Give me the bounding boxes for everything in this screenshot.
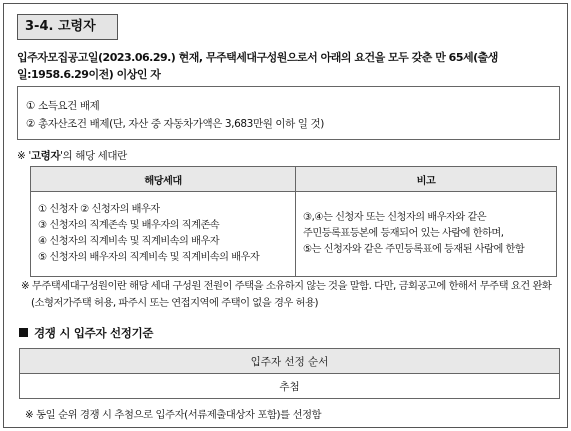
note-suffix: '의 해당 세대란 xyxy=(60,150,127,162)
selection-criteria-heading xyxy=(19,325,153,341)
selection-criteria-table xyxy=(19,348,560,399)
elder-household-note xyxy=(17,148,127,163)
note-prefix: ※ ' xyxy=(17,150,31,162)
table-header-cell: 비고 xyxy=(296,167,557,192)
square-bullet-icon xyxy=(19,328,28,337)
conditions-box xyxy=(17,86,560,140)
table-header-cell: 해당세대 xyxy=(31,167,296,192)
table-header-row xyxy=(20,349,560,374)
condition-item: ① 소득요건 배제 xyxy=(26,100,100,112)
table-row xyxy=(31,192,557,277)
eligibility-intro: 입주자모집공고일(2023.06.29.) 현재, 무주택세대구성원으로서 아래의 요건을 모두 갖춘 만 65세(출생일:1958.6.29이전) 이상인 자 xyxy=(17,51,498,81)
list-item: 주민등록표등본에 등재되어 있는 사람에 한하며, xyxy=(303,228,504,239)
condition-item: ② 총자산조건 배제(단, 자산 중 자동차가액은 3,683만원 이하 일 것) xyxy=(26,118,324,130)
selection-title-text: 경쟁 시 입주자 선정기준 xyxy=(34,326,154,340)
list-item: ③ 신청자의 직계존속 및 배우자의 직계존속 xyxy=(38,220,220,231)
list-item: ④ 신청자의 직계비속 및 직계비속의 배우자 xyxy=(38,236,220,247)
remarks-cell xyxy=(296,192,557,277)
document-page xyxy=(3,3,568,428)
table-cell: 추첨 xyxy=(20,374,560,399)
table-header-row xyxy=(31,167,557,192)
footnote: ※ 동일 순위 경쟁 시 추첨으로 입주자(서류제출대상자 포함)를 선정함 xyxy=(25,409,322,421)
household-table xyxy=(30,166,557,277)
household-members-cell xyxy=(31,192,296,277)
list-item: ⑤는 신청자와 같은 주민등록표에 등재된 사람에 한함 xyxy=(303,244,525,255)
note-term: 고령자 xyxy=(30,150,61,162)
list-item: ⑤ 신청자의 배우자의 직계비속 및 직계비속의 배우자 xyxy=(38,252,260,263)
section-title: 3-4. 고령자 xyxy=(17,14,118,40)
table-header-cell: 입주자 선정 순서 xyxy=(20,349,560,374)
homeless-notice: ※ 무주택세대구성원이란 해당 세대 구성원 전원이 주택을 소유하지 않는 것을 말함. 다만, 금회공고에 한해서 무주택 요건 완화(소형저가주택 허용, 파주시 또는 연접지역에 주택이 없을 경우 허용) xyxy=(21,280,552,309)
list-item: ③,④는 신청자 또는 신청자의 배우자와 같은 xyxy=(303,212,487,223)
table-row xyxy=(20,374,560,399)
list-item: ① 신청자 ② 신청자의 배우자 xyxy=(38,204,160,215)
